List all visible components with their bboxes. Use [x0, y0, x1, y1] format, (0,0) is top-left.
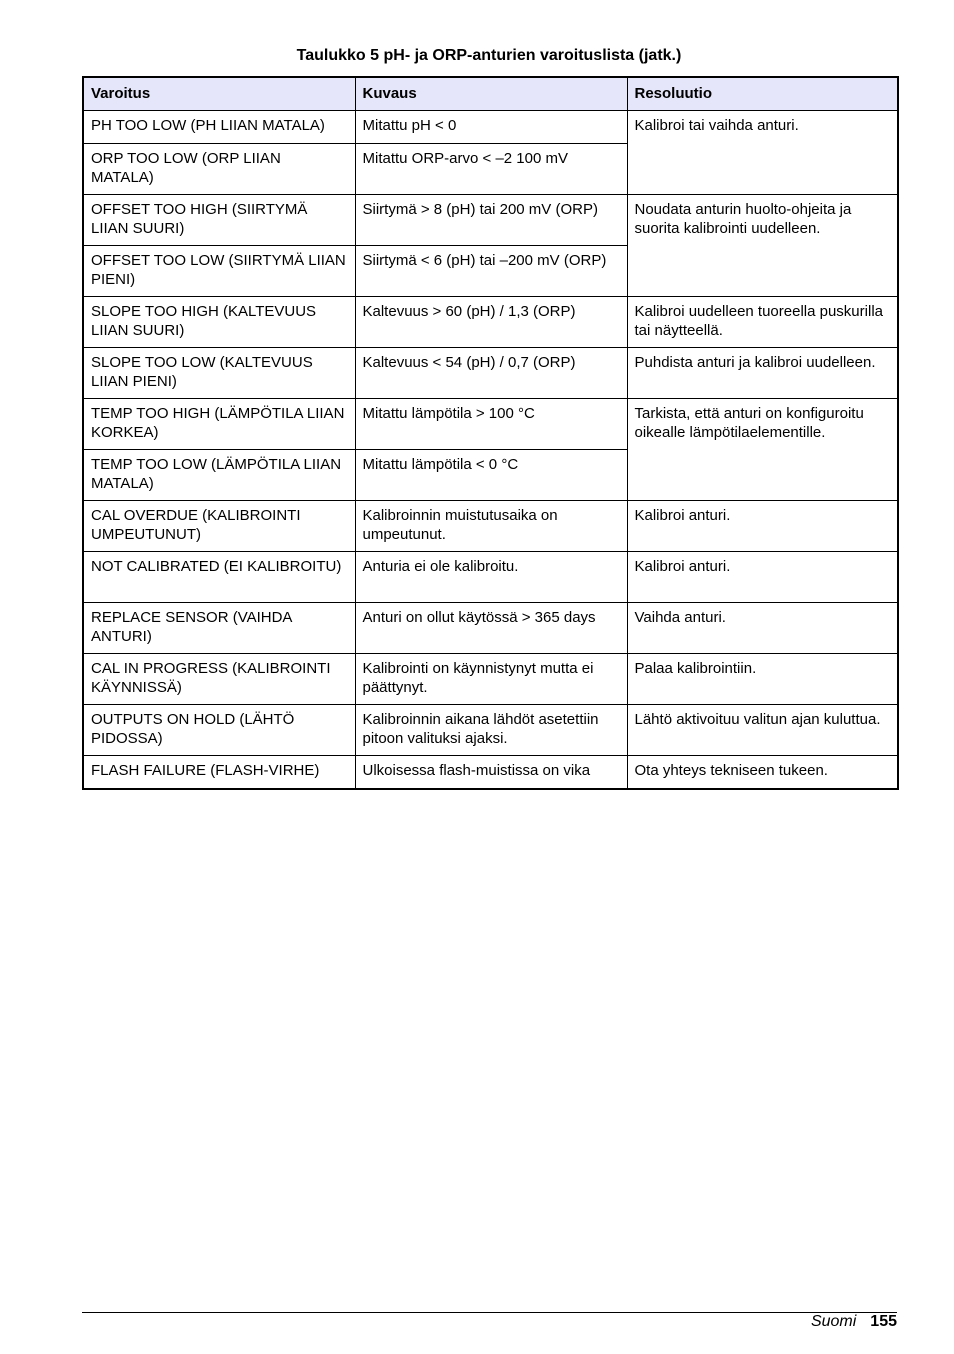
resolution-cell: Lähtö aktivoituu valitun ajan kuluttua. — [627, 705, 898, 756]
description-cell: Kalibroinnin aikana lähdöt asetettiin pitoon valituksi ajaksi. — [355, 705, 627, 756]
description-cell: Siirtymä < 6 (pH) tai –200 mV (ORP) — [355, 246, 627, 297]
column-header-resolution: Resoluutio — [627, 77, 898, 111]
warning-cell: TEMP TOO HIGH (LÄMPÖTILA LIIAN KORKEA) — [83, 399, 355, 450]
description-cell: Anturi on ollut käytössä > 365 days — [355, 603, 627, 654]
table-row — [83, 297, 898, 348]
warning-cell: CAL OVERDUE (KALIBROINTI UMPEUTUNUT) — [83, 501, 355, 552]
resolution-cell: Kalibroi tai vaihda anturi. — [627, 111, 898, 195]
description-cell: Kalibrointi on käynnistynyt mutta ei päättynyt. — [355, 654, 627, 705]
table-row — [83, 756, 898, 790]
description-cell: Mitattu lämpötila > 100 °C — [355, 399, 627, 450]
page-number: 155 — [870, 1313, 897, 1330]
table-caption: Taulukko 5 pH- ja ORP-anturien varoituslista (jatk.) — [296, 47, 682, 64]
table-row — [83, 195, 898, 246]
footer-divider — [82, 1312, 897, 1313]
table-row — [83, 552, 898, 603]
table-row — [83, 501, 898, 552]
resolution-cell: Puhdista anturi ja kalibroi uudelleen. — [627, 348, 898, 399]
description-cell: Ulkoisessa flash-muistissa on vika — [355, 756, 627, 790]
warning-cell: PH TOO LOW (PH LIIAN MATALA) — [83, 111, 355, 144]
description-cell: Anturia ei ole kalibroitu. — [355, 552, 627, 603]
warning-cell: FLASH FAILURE (FLASH-VIRHE) — [83, 756, 355, 790]
table-row — [83, 111, 898, 144]
resolution-cell: Palaa kalibrointiin. — [627, 654, 898, 705]
warning-cell: NOT CALIBRATED (EI KALIBROITU) — [83, 552, 355, 603]
warning-cell: OFFSET TOO LOW (SIIRTYMÄ LIIAN PIENI) — [83, 246, 355, 297]
column-header-description: Kuvaus — [355, 77, 627, 111]
warning-cell: SLOPE TOO LOW (KALTEVUUS LIIAN PIENI) — [83, 348, 355, 399]
description-cell: Mitattu lämpötila < 0 °C — [355, 450, 627, 501]
resolution-cell: Ota yhteys tekniseen tukeen. — [627, 756, 898, 790]
warning-cell: OUTPUTS ON HOLD (LÄHTÖ PIDOSSA) — [83, 705, 355, 756]
table-header-row — [83, 77, 898, 111]
page-footer — [811, 1312, 897, 1332]
resolution-cell: Kalibroi anturi. — [627, 501, 898, 552]
footer-language: Suomi — [810, 1313, 857, 1330]
warning-cell: TEMP TOO LOW (LÄMPÖTILA LIIAN MATALA) — [83, 450, 355, 501]
resolution-cell: Kalibroi anturi. — [627, 552, 898, 603]
resolution-cell: Vaihda anturi. — [627, 603, 898, 654]
column-header-warning: Varoitus — [83, 77, 355, 111]
table-row — [83, 399, 898, 450]
table-row — [83, 705, 898, 756]
warning-cell: ORP TOO LOW (ORP LIIAN MATALA) — [83, 144, 355, 195]
warning-table — [82, 76, 899, 790]
description-cell: Kaltevuus > 60 (pH) / 1,3 (ORP) — [355, 297, 627, 348]
table-row — [83, 654, 898, 705]
table-row — [83, 603, 898, 654]
resolution-cell: Tarkista, että anturi on konfiguroitu oikealle lämpötilaelementille. — [627, 399, 898, 501]
resolution-cell: Kalibroi uudelleen tuoreella puskurilla tai näytteellä. — [627, 297, 898, 348]
resolution-cell: Noudata anturin huolto-ohjeita ja suorita kalibrointi uudelleen. — [627, 195, 898, 297]
description-cell: Mitattu pH < 0 — [355, 111, 627, 144]
warning-cell: REPLACE SENSOR (VAIHDA ANTURI) — [83, 603, 355, 654]
warning-cell: SLOPE TOO HIGH (KALTEVUUS LIIAN SUURI) — [83, 297, 355, 348]
description-cell: Kaltevuus < 54 (pH) / 0,7 (ORP) — [355, 348, 627, 399]
description-cell: Siirtymä > 8 (pH) tai 200 mV (ORP) — [355, 195, 627, 246]
table-row — [83, 348, 898, 399]
description-cell: Mitattu ORP-arvo < –2 100 mV — [355, 144, 627, 195]
warning-cell: OFFSET TOO HIGH (SIIRTYMÄ LIIAN SUURI) — [83, 195, 355, 246]
description-cell: Kalibroinnin muistutusaika on umpeutunut. — [355, 501, 627, 552]
warning-cell: CAL IN PROGRESS (KALIBROINTI KÄYNNISSÄ) — [83, 654, 355, 705]
